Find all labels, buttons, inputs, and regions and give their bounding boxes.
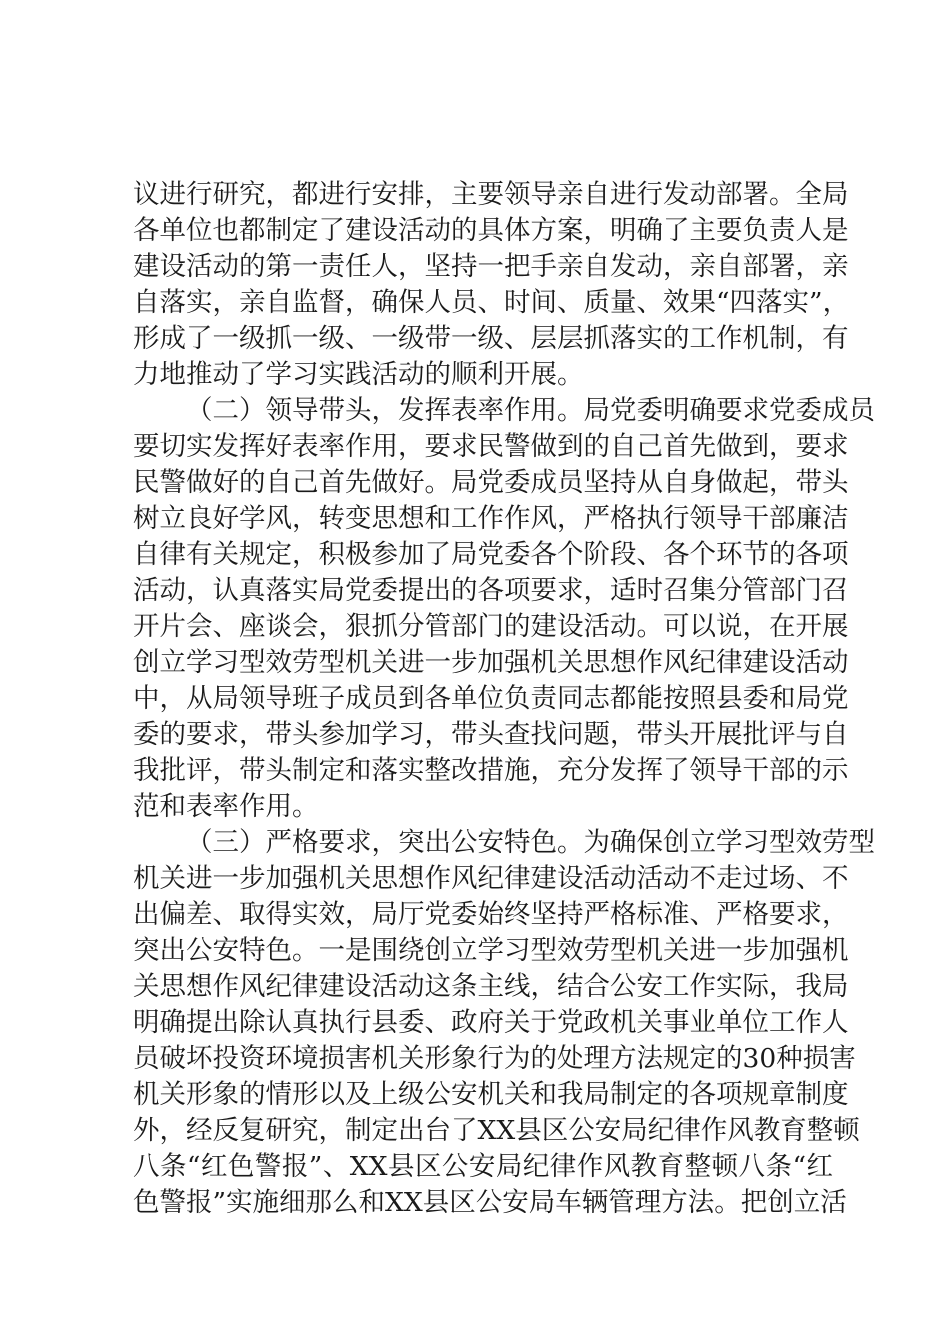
paragraph-heading-line: （二）领导带头，发挥表率作用。局党委明确要求党委成员 <box>186 395 875 426</box>
text-line: 范和表率作用。 <box>133 791 319 822</box>
text-line: 员破坏投资环境损害机关形象行为的处理方法规定的30种损害 <box>133 1043 856 1074</box>
text-line: 建设活动的第一责任人，坚持一把手亲自发动，亲自部署，亲 <box>133 251 849 282</box>
paragraph-heading-line: （三）严格要求，突出公安特色。为确保创立学习型效劳型 <box>186 827 875 858</box>
text-line: 创立学习型效劳型机关进一步加强机关思想作风纪律建设活动 <box>133 647 849 678</box>
text-line: 色警报”实施细那么和XX县区公安局车辆管理方法。把创立活 <box>133 1187 847 1218</box>
text-line: 突出公安特色。一是围绕创立学习型效劳型机关进一步加强机 <box>133 935 849 966</box>
text-line: 要切实发挥好表率作用，要求民警做到的自己首先做到，要求 <box>133 431 849 462</box>
text-line: 自律有关规定，积极参加了局党委各个阶段、各个环节的各项 <box>133 539 849 570</box>
text-line: 机关形象的情形以及上级公安机关和我局制定的各项规章制度 <box>133 1079 849 1110</box>
text-line: 外，经反复研究，制定出台了XX县区公安局纪律作风教育整顿 <box>133 1115 860 1146</box>
text-line: 机关进一步加强机关思想作风纪律建设活动活动不走过场、不 <box>133 863 849 894</box>
text-line: 出偏差、取得实效，局厅党委始终坚持严格标准、严格要求， <box>133 899 849 930</box>
text-line: 自落实，亲自监督，确保人员、时间、质量、效果“四落实”， <box>133 287 850 318</box>
text-line: 明确提出除认真执行县委、政府关于党政机关事业单位工作人 <box>133 1007 849 1038</box>
text-line: 委的要求，带头参加学习，带头查找问题，带头开展批评与自 <box>133 719 849 750</box>
text-line: 各单位也都制定了建设活动的具体方案，明确了主要负责人是 <box>133 215 849 246</box>
text-line: 民警做好的自己首先做好。局党委成员坚持从自身做起，带头 <box>133 467 849 498</box>
text-line: 议进行研究，都进行安排，主要领导亲自进行发动部署。全局 <box>133 179 849 210</box>
text-line: 中，从局领导班子成员到各单位负责同志都能按照县委和局党 <box>133 683 849 714</box>
text-line: 树立良好学风，转变思想和工作作风，严格执行领导干部廉洁 <box>133 503 849 534</box>
text-line: 开片会、座谈会，狠抓分管部门的建设活动。可以说，在开展 <box>133 611 849 642</box>
text-line: 我批评，带头制定和落实整改措施，充分发挥了领导干部的示 <box>133 755 849 786</box>
text-line: 力地推动了学习实践活动的顺利开展。 <box>133 359 584 390</box>
text-line: 八条“红色警报”、XX县区公安局纪律作风教育整顿八条“红 <box>133 1151 833 1182</box>
text-line: 关思想作风纪律建设活动这条主线，结合公安工作实际，我局 <box>133 971 849 1002</box>
text-line: 活动，认真落实局党委提出的各项要求，适时召集分管部门召 <box>133 575 849 606</box>
text-line: 形成了一级抓一级、一级带一级、层层抓落实的工作机制，有 <box>133 323 849 354</box>
